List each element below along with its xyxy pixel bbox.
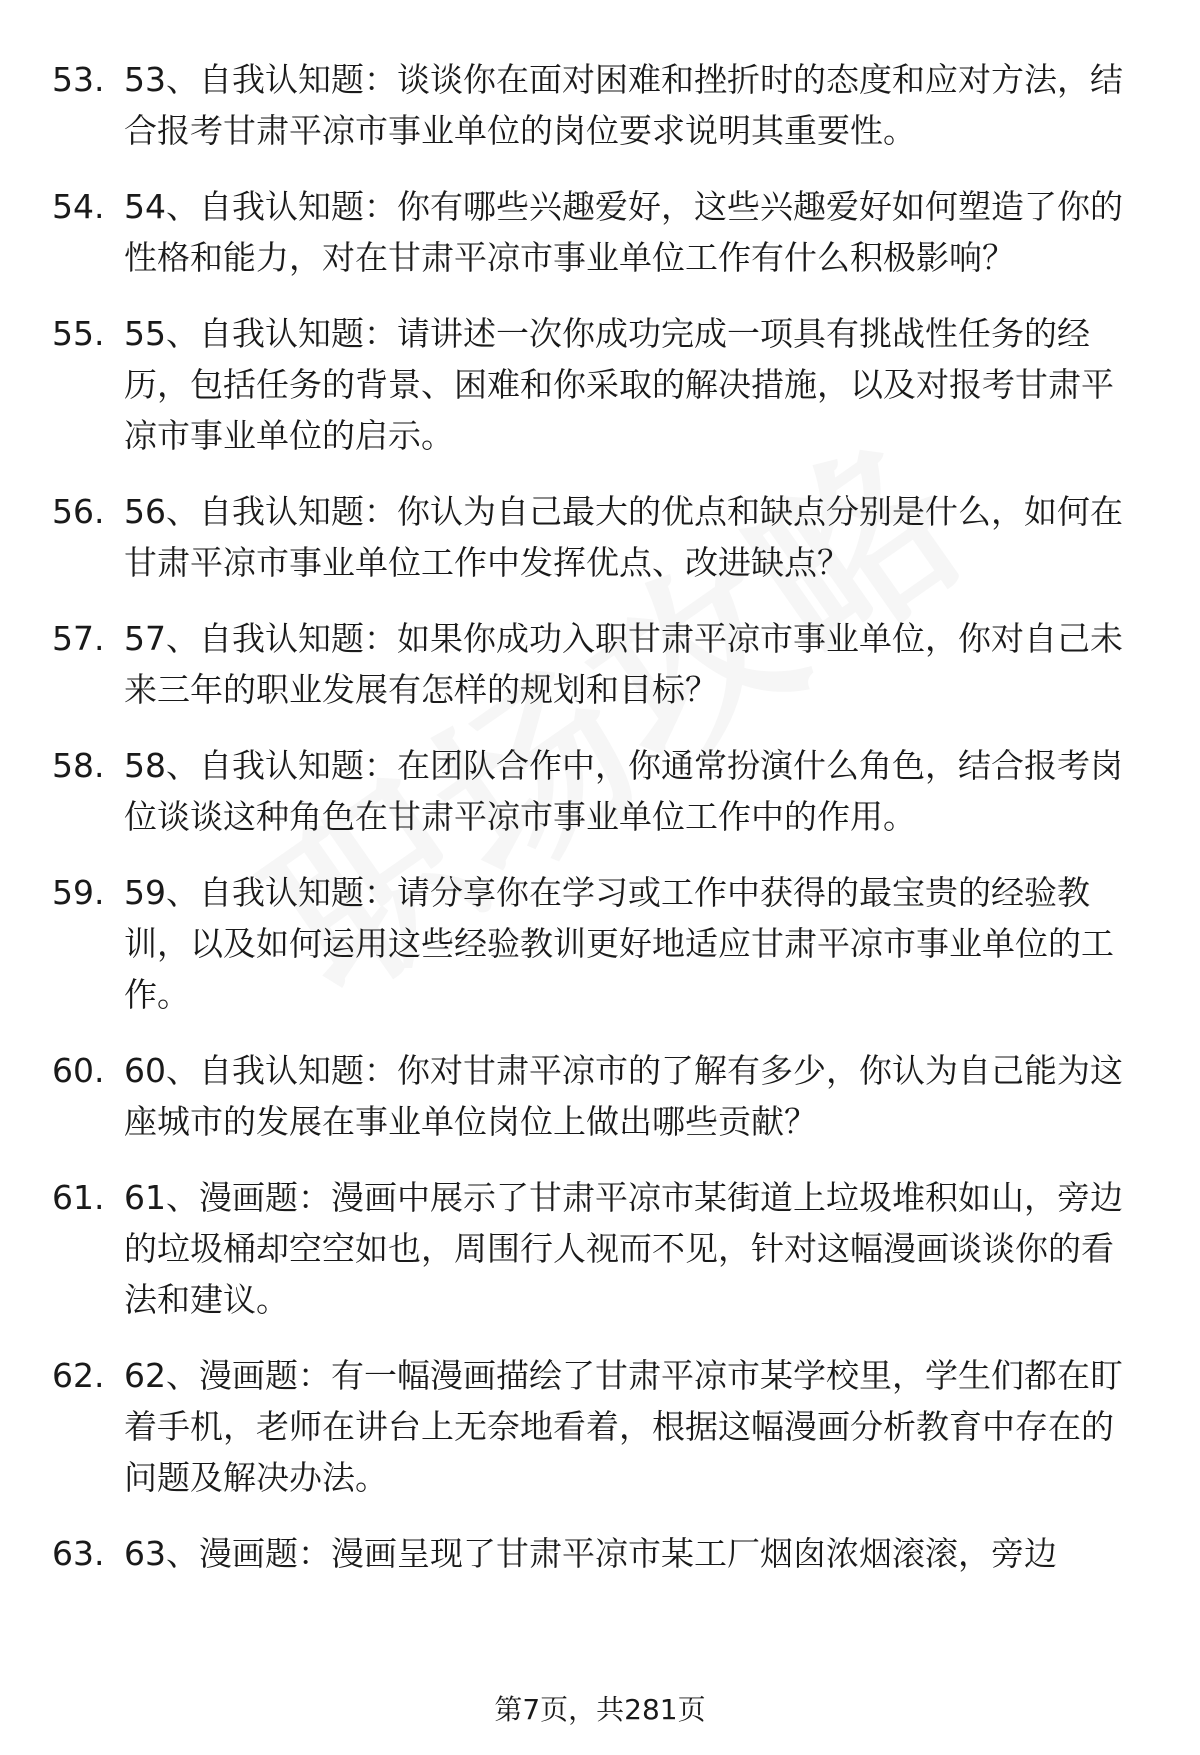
page-footer: 第7页，共281页 bbox=[494, 1693, 706, 1726]
question-item bbox=[52, 1350, 1140, 1503]
question-text: 54、自我认知题：你有哪些兴趣爱好，这些兴趣爱好如何塑造了你的性格和能力，对在甘肃平凉市事业单位工作有什么积极影响？ bbox=[124, 187, 1123, 277]
question-item bbox=[52, 867, 1140, 1020]
question-text: 62、漫画题：有一幅漫画描绘了甘肃平凉市某学校里，学生们都在盯着手机，老师在讲台上无奈地看着，根据这幅漫画分析教育中存在的问题及解决办法。 bbox=[124, 1356, 1123, 1497]
question-number: 57. bbox=[52, 619, 105, 658]
question-number: 56. bbox=[52, 492, 105, 531]
question-item bbox=[52, 740, 1140, 842]
question-item bbox=[52, 486, 1140, 588]
question-item bbox=[52, 613, 1140, 715]
question-text: 56、自我认知题：你认为自己最大的优点和缺点分别是什么，如何在甘肃平凉市事业单位工作中发挥优点、改进缺点？ bbox=[124, 492, 1123, 582]
question-text: 57、自我认知题：如果你成功入职甘肃平凉市事业单位，你对自己未来三年的职业发展有怎样的规划和目标？ bbox=[124, 619, 1123, 709]
question-item bbox=[52, 1172, 1140, 1325]
question-number: 62. bbox=[52, 1356, 105, 1395]
question-number: 63. bbox=[52, 1534, 105, 1573]
question-text: 61、漫画题：漫画中展示了甘肃平凉市某街道上垃圾堆积如山，旁边的垃圾桶却空空如也，周围行人视而不见，针对这幅漫画谈谈你的看法和建议。 bbox=[124, 1178, 1123, 1319]
question-list bbox=[52, 54, 1140, 1579]
question-number: 59. bbox=[52, 873, 105, 912]
question-number: 61. bbox=[52, 1178, 105, 1217]
question-number: 60. bbox=[52, 1051, 105, 1090]
question-text: 53、自我认知题：谈谈你在面对困难和挫折时的态度和应对方法，结合报考甘肃平凉市事业单位的岗位要求说明其重要性。 bbox=[124, 60, 1123, 150]
question-item bbox=[52, 54, 1140, 156]
question-number: 53. bbox=[52, 60, 105, 99]
question-number: 54. bbox=[52, 187, 105, 226]
question-text: 63、漫画题：漫画呈现了甘肃平凉市某工厂烟囱浓烟滚滚，旁边 bbox=[124, 1534, 1057, 1573]
question-text: 60、自我认知题：你对甘肃平凉市的了解有多少，你认为自己能为这座城市的发展在事业单位岗位上做出哪些贡献？ bbox=[124, 1051, 1123, 1141]
question-item bbox=[52, 1528, 1140, 1579]
question-text: 55、自我认知题：请讲述一次你成功完成一项具有挑战性任务的经历，包括任务的背景、困难和你采取的解决措施，以及对报考甘肃平凉市事业单位的启示。 bbox=[124, 314, 1114, 455]
question-number: 58. bbox=[52, 746, 105, 785]
question-item bbox=[52, 181, 1140, 283]
question-item bbox=[52, 1045, 1140, 1147]
question-text: 58、自我认知题：在团队合作中，你通常扮演什么角色，结合报考岗位谈谈这种角色在甘肃平凉市事业单位工作中的作用。 bbox=[124, 746, 1123, 836]
question-number: 55. bbox=[52, 314, 105, 353]
question-item bbox=[52, 308, 1140, 461]
question-text: 59、自我认知题：请分享你在学习或工作中获得的最宝贵的经验教训，以及如何运用这些经验教训更好地适应甘肃平凉市事业单位的工作。 bbox=[124, 873, 1114, 1014]
